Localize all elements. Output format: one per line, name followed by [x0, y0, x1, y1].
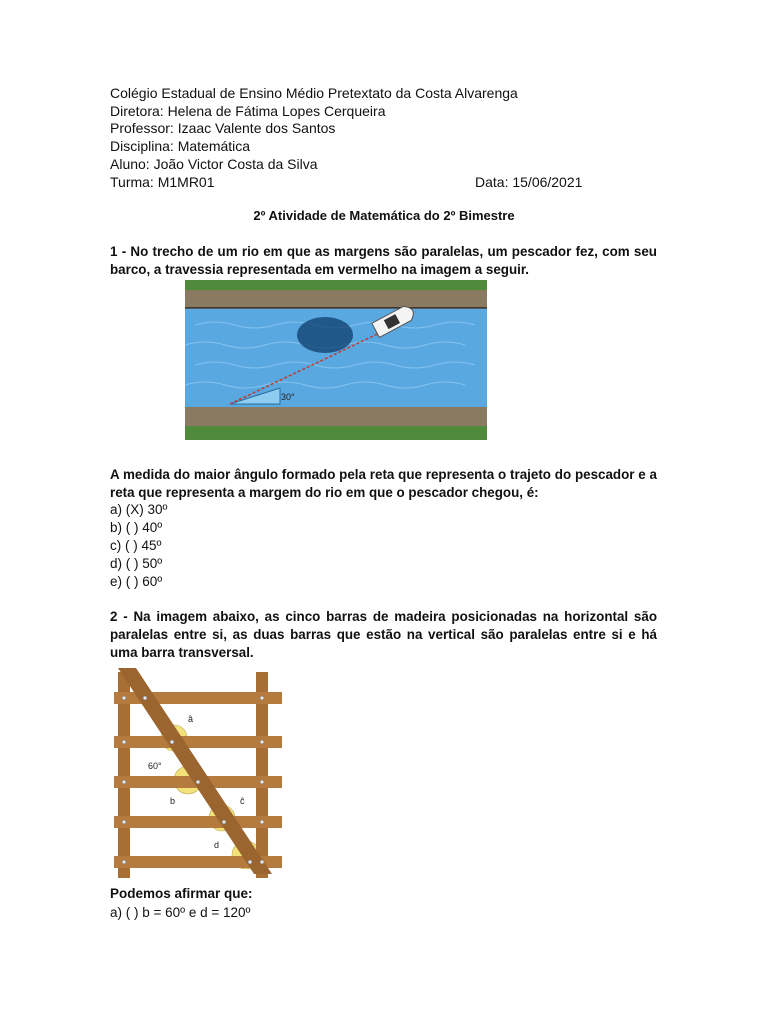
q1-option-d[interactable]: d) ( ) 50º: [110, 556, 163, 571]
wooden-bars-image: [110, 668, 285, 883]
student-line: Aluno: João Victor Costa da Silva: [110, 156, 318, 172]
date-line: Data: 15/06/2021: [475, 174, 583, 190]
question-2-prompt: Podemos afirmar que:: [110, 886, 253, 901]
activity-title: 2º Atividade de Matemática do 2º Bimestre: [253, 208, 515, 223]
school-name: Colégio Estadual de Ensino Médio Pretextato da Costa Alvarenga: [110, 85, 518, 101]
q1-option-b[interactable]: b) ( ) 40º: [110, 520, 163, 535]
angle-60-label: 60°: [148, 761, 162, 771]
angle-a-label: â: [188, 714, 194, 724]
question-1-statement: 1 - No trecho de um rio em que as margens são paralelas, um pescador fez, com seu barco, a travessia representada em vermelho na imagem a seguir.: [110, 244, 657, 277]
q1-option-c[interactable]: c) ( ) 45º: [110, 538, 162, 553]
q1-option-a[interactable]: a) (X) 30º: [110, 502, 168, 517]
question-2-statement: 2 - Na imagem abaixo, as cinco barras de madeira posicionadas na horizontal são paralelas entre si, as duas barras que estão na vertical são paralelas entre si e há uma barra transversal.: [110, 609, 657, 660]
teacher-line: Professor: Izaac Valente dos Santos: [110, 120, 336, 136]
angle-d-label: d: [214, 840, 220, 850]
question-1-prompt: A medida do maior ângulo formado pela reta que representa o trajeto do pescador e a reta que representa a margem do rio em que o pescador chegou, é:: [110, 467, 657, 500]
angle-b-label: b: [170, 796, 176, 806]
angle-30-label: 30°: [281, 392, 295, 402]
q2-option-a[interactable]: a) ( ) b = 60º e d = 120º: [110, 905, 251, 920]
class-line: Turma: M1MR01: [110, 174, 215, 190]
director-line: Diretora: Helena de Fátima Lopes Cerqueira: [110, 103, 386, 119]
q1-option-e[interactable]: e) ( ) 60º: [110, 574, 163, 589]
subject-line: Disciplina: Matemática: [110, 138, 251, 154]
angle-c-label: ĉ: [240, 796, 245, 806]
river-crossing-image: [185, 280, 487, 440]
